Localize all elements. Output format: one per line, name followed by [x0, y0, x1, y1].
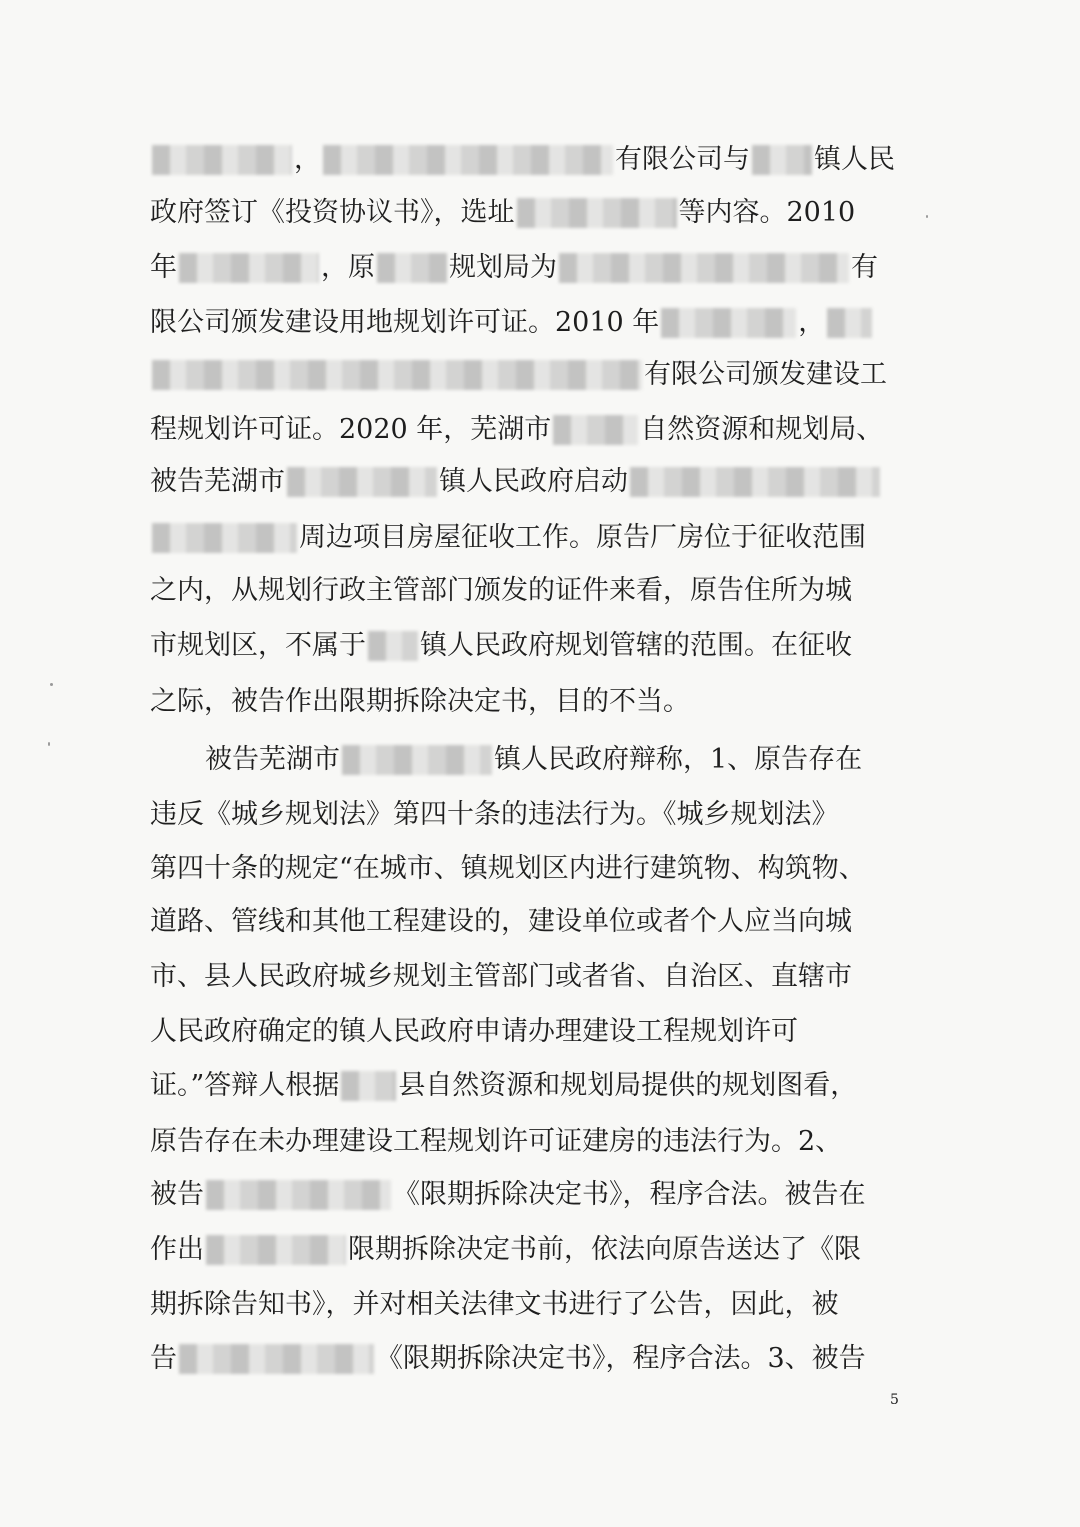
text-run: 有限公司颁发建设工 [644, 359, 887, 390]
scan-speck [48, 742, 50, 746]
text-run: 第四十条的规定“在城市、镇规划区内进行建筑物、构筑物、 [150, 853, 866, 884]
text-run: 程规划许可证。2020 年，芜湖市 [150, 414, 552, 445]
text-run: 周边项目房屋征收工作。原告厂房位于征收范围 [299, 522, 866, 553]
redacted-block [206, 1180, 391, 1210]
text-line [150, 1122, 842, 1162]
text-run: 市、县人民政府城乡规划主管部门或者省、自治区、直辖市 [150, 961, 852, 992]
text-run: 规划局为 [449, 252, 557, 283]
redacted-block [287, 467, 437, 497]
text-line [150, 140, 895, 180]
text-run: 镇人民政府辩称，1、原告存在 [494, 744, 863, 775]
text-run: 证。”答辩人根据 [150, 1070, 340, 1101]
text-run: 市规划区，不属于 [150, 630, 366, 661]
redacted-block [630, 467, 880, 497]
text-run: 《限期拆除决定书》，程序合法。3、被告 [376, 1343, 866, 1374]
text-line [150, 355, 887, 395]
text-run: 人民政府确定的镇人民政府申请办理建设工程规划许可 [150, 1016, 798, 1047]
text-run: ， [798, 307, 826, 338]
text-run: 年 [150, 252, 177, 283]
text-line [205, 740, 862, 780]
text-run: 被告 [150, 1179, 204, 1210]
text-run: 期拆除告知书》，并对相关法律文书进行了公告，因此，被 [150, 1289, 839, 1320]
redacted-block [752, 145, 812, 175]
page-number: 5 [890, 1392, 899, 1408]
redacted-block [152, 523, 297, 553]
text-run: 自然资源和规划局、 [640, 414, 884, 445]
text-line [150, 518, 866, 558]
redacted-block [661, 308, 796, 338]
redacted-block [341, 1071, 396, 1101]
text-run: 等内容。2010 [678, 197, 856, 228]
text-line [150, 626, 852, 666]
text-run: 有限公司与 [615, 144, 750, 175]
text-line [150, 1066, 857, 1106]
redacted-block [152, 145, 292, 175]
text-run: 政府签订《投资协议书》，选址 [150, 197, 515, 228]
text-run: 之际，被告作出限期拆除决定书，目的不当。 [150, 686, 690, 717]
text-run: ， [294, 144, 321, 175]
text-line [150, 1339, 866, 1379]
text-line [150, 795, 839, 835]
text-run: 镇人民政府启动 [439, 466, 628, 497]
redacted-block [559, 253, 849, 283]
text-run: 镇人民 [814, 144, 895, 175]
text-run: 违反《城乡规划法》第四十条的违法行为。《城乡规划法》 [150, 799, 839, 830]
text-line [150, 957, 852, 997]
redacted-block [323, 145, 613, 175]
text-line [150, 1285, 839, 1325]
redacted-block [553, 415, 638, 445]
text-run: 告 [150, 1343, 177, 1374]
text-line [150, 1230, 861, 1270]
text-run: 县自然资源和规划局提供的规划图看， [398, 1070, 858, 1101]
text-line [150, 410, 883, 450]
text-run: 限公司颁发建设用地规划许可证。2010 年 [150, 307, 660, 338]
text-run: 作出 [150, 1234, 204, 1265]
text-run: 原告存在未办理建设工程规划许可证建房的违法行为。2、 [150, 1126, 843, 1157]
redacted-block [517, 198, 677, 228]
redacted-block [342, 745, 492, 775]
text-run: 有 [851, 252, 878, 283]
text-line [150, 1012, 798, 1052]
text-line [150, 571, 852, 611]
redacted-block [206, 1235, 346, 1265]
text-line [150, 849, 866, 889]
text-run: 《限期拆除决定书》，程序合法。被告在 [393, 1179, 866, 1210]
text-run: 道路、管线和其他工程建设的，建设单位或者个人应当向城 [150, 906, 852, 937]
redacted-block [827, 308, 872, 338]
text-line [150, 303, 874, 343]
text-line [150, 462, 882, 502]
text-run: 镇人民政府规划管辖的范围。在征收 [420, 630, 852, 661]
scan-speck [50, 683, 53, 686]
text-line [150, 248, 878, 288]
text-run: 限期拆除决定书前，依法向原告送达了《限 [348, 1234, 861, 1265]
redacted-block [179, 1344, 374, 1374]
text-run: 被告芜湖市 [205, 744, 340, 775]
text-line [150, 193, 855, 233]
redacted-block [179, 253, 319, 283]
redacted-block [152, 360, 642, 390]
text-line [150, 1175, 866, 1215]
scan-speck [926, 215, 928, 218]
text-run: 被告芜湖市 [150, 466, 285, 497]
text-run: ，原 [321, 252, 375, 283]
text-run: 之内，从规划行政主管部门颁发的证件来看，原告住所为城 [150, 575, 852, 606]
text-line [150, 902, 852, 942]
redacted-block [368, 631, 418, 661]
redacted-block [377, 253, 447, 283]
text-line [150, 682, 690, 722]
